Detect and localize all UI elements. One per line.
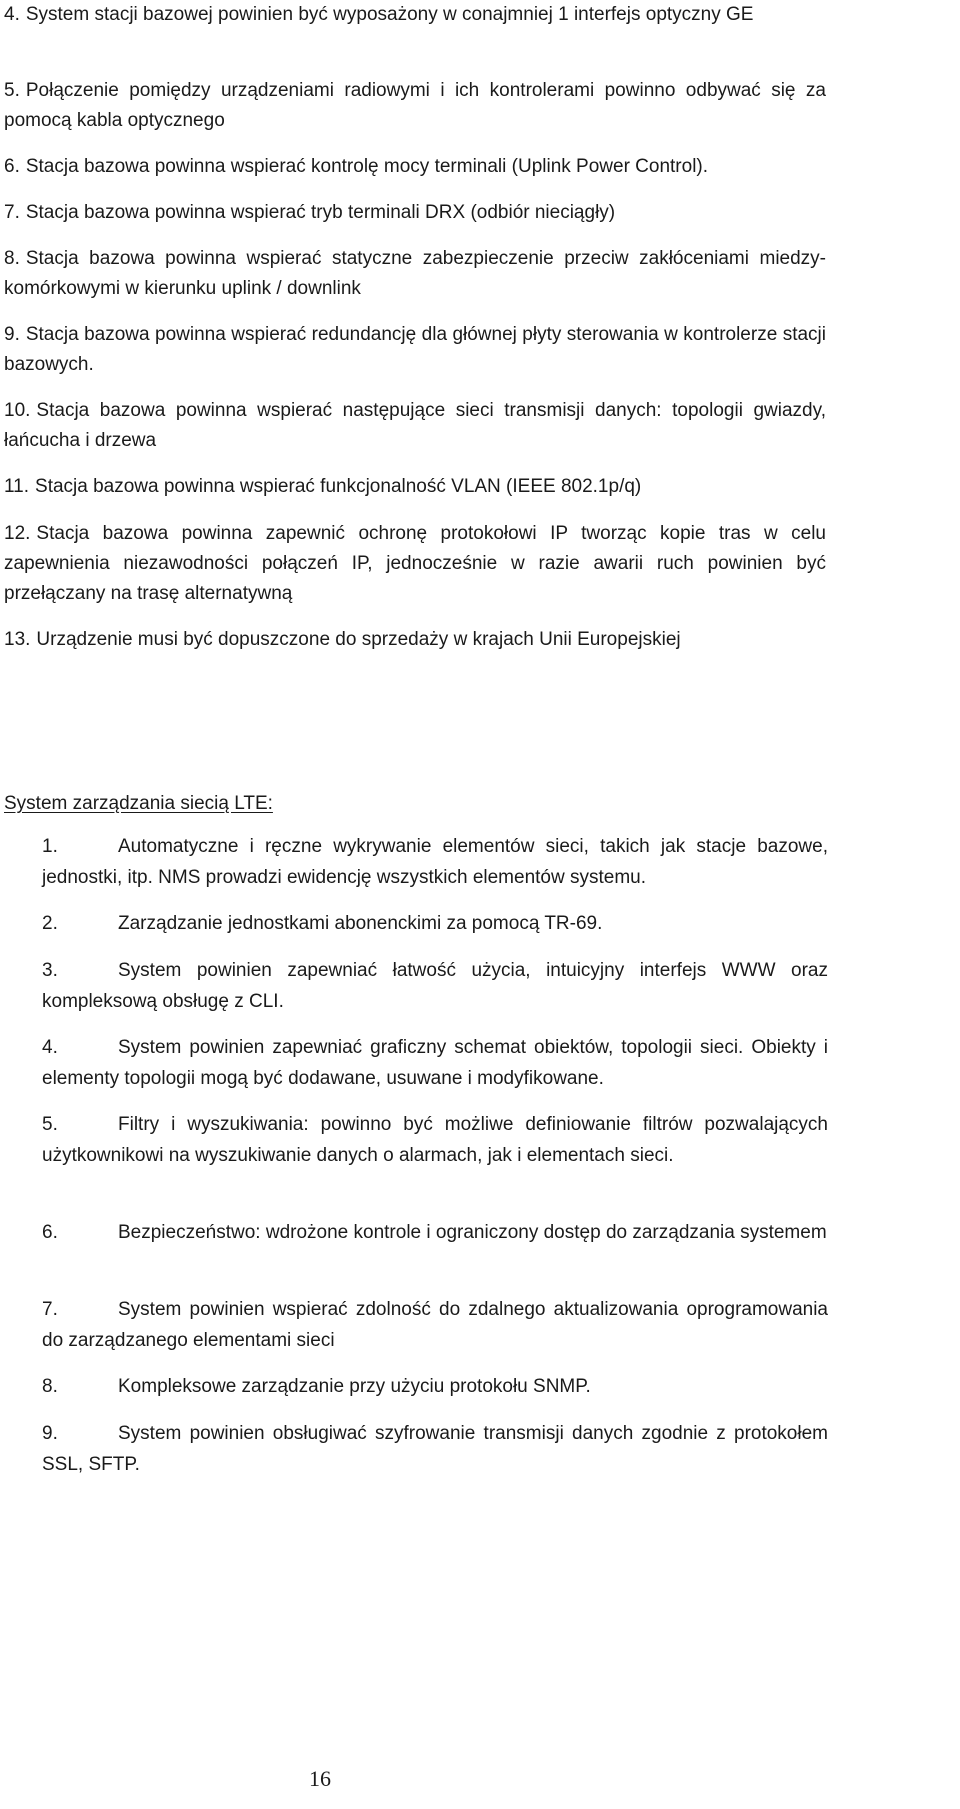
list-item (4, 519, 826, 609)
list-item-number: 8. (42, 1376, 58, 1397)
list-item (4, 472, 826, 502)
list-item-text: Stacja bazowa powinna zapewnić ochronę protokołowi IP tworząc kopie tras w celu zapewnienia niezawodności połączeń IP, jednocześnie w razie awarii ruch powinien być przełączany na trasę alternatywną (4, 523, 826, 604)
list-item-text: Stacja bazowa powinna wspierać statyczne zabezpieczenie przeciw zakłóceniami miedzy-komórkowymi w kierunku uplink / downlink (4, 248, 826, 299)
list-item (42, 1418, 828, 1480)
list-item-number: 12. (4, 523, 31, 544)
list-item-number: 13. (4, 629, 31, 650)
list-item (42, 831, 828, 893)
list-item-number: 8. (4, 248, 20, 269)
list-item-text: System stacji bazowej powinien być wyposażony w conajmniej 1 interfejs optyczny GE (25, 4, 754, 25)
list-item (42, 1217, 828, 1248)
list-item (42, 955, 828, 1017)
list-item-number: 2. (42, 913, 58, 934)
list-item-text: Stacja bazowa powinna wspierać funkcjonalność VLAN (IEEE 802.1p/q) (35, 476, 642, 497)
list-item-number: 10. (4, 400, 31, 421)
list-item-number: 5. (4, 80, 20, 101)
list-item-number: 4. (4, 4, 20, 25)
list-item-number: 6. (42, 1222, 58, 1243)
list-item (4, 198, 826, 228)
page-number: 16 (309, 1766, 331, 1791)
list-item-text: Automatyczne i ręczne wykrywanie elementów sieci, takich jak stacje bazowe, jednostki, itp. NMS prowadzi ewidencję wszystkich elementów systemu. (42, 836, 828, 888)
list-item-text: System powinien zapewniać graficzny schemat obiektów, topologii sieci. Obiekty i elementy topologii mogą być dodawane, usuwane i modyfikowane. (42, 1037, 828, 1089)
list-item (4, 152, 826, 182)
section-title: System zarządzania siecią LTE: (4, 793, 273, 814)
list-item-number: 1. (42, 836, 58, 857)
list-item-text: Filtry i wyszukiwania: powinno być możliwe definiowanie filtrów pozwalających użytkownikowi na wyszukiwanie danych o alarmach, jak i elementach sieci. (42, 1114, 828, 1166)
list-item-text: Stacja bazowa powinna wspierać kontrolę mocy terminali (Uplink Power Control). (25, 156, 709, 177)
list-item-number: 4. (42, 1037, 58, 1058)
list-item-number: 9. (4, 324, 20, 345)
list-item-number: 11. (4, 476, 30, 497)
list-item-text: System powinien wspierać zdolność do zdalnego aktualizowania oprogramowania do zarządzanego elementami sieci (42, 1299, 828, 1351)
list-item-text: Stacja bazowa powinna wspierać tryb terminali DRX (odbiór nieciągły) (25, 202, 616, 223)
list-item-number: 7. (4, 202, 20, 223)
list-item-number: 6. (4, 156, 20, 177)
list-item-text: System powinien zapewniać łatwość użycia, intuicyjny interfejs WWW oraz kompleksową obsługę z CLI. (42, 960, 828, 1012)
list-item (4, 625, 826, 655)
list-item-text: System powinien obsługiwać szyfrowanie transmisji danych zgodnie z protokołem SSL, SFTP. (42, 1423, 828, 1475)
list-item-number: 7. (42, 1299, 58, 1320)
list-item-text: Bezpieczeństwo: wdrożone kontrole i ograniczony dostęp do zarządzania systemem (118, 1222, 827, 1243)
list-item (4, 244, 826, 304)
list-item-text: Połączenie pomiędzy urządzeniami radiowymi i ich kontrolerami powinno odbywać się za pomocą kabla optycznego (4, 80, 826, 131)
list-item (42, 908, 828, 939)
list-item-text: Stacja bazowa powinna wspierać następujące sieci transmisji danych: topologii gwiazdy, łańcucha i drzewa (4, 400, 826, 451)
list-item-text: Zarządzanie jednostkami abonenckimi za pomocą TR-69. (118, 913, 603, 934)
list-item (4, 396, 826, 456)
list-item (42, 1294, 828, 1356)
list-item-text: Stacja bazowa powinna wspierać redundancję dla głównej płyty sterowania w kontrolerze stacji bazowych. (4, 324, 826, 375)
list-item (42, 1032, 828, 1094)
list-item-number: 3. (42, 960, 58, 981)
list-item-number: 5. (42, 1114, 58, 1135)
list-item (42, 1109, 828, 1171)
list-item-text: Kompleksowe zarządzanie przy użyciu protokołu SNMP. (118, 1376, 591, 1397)
list-item-text: Urządzenie musi być dopuszczone do sprzedaży w krajach Unii Europejskiej (36, 629, 681, 650)
list-item-number: 9. (42, 1423, 58, 1444)
list-item (42, 1371, 828, 1402)
list-item (4, 0, 826, 30)
list-item (4, 320, 826, 380)
list-item (4, 76, 826, 136)
